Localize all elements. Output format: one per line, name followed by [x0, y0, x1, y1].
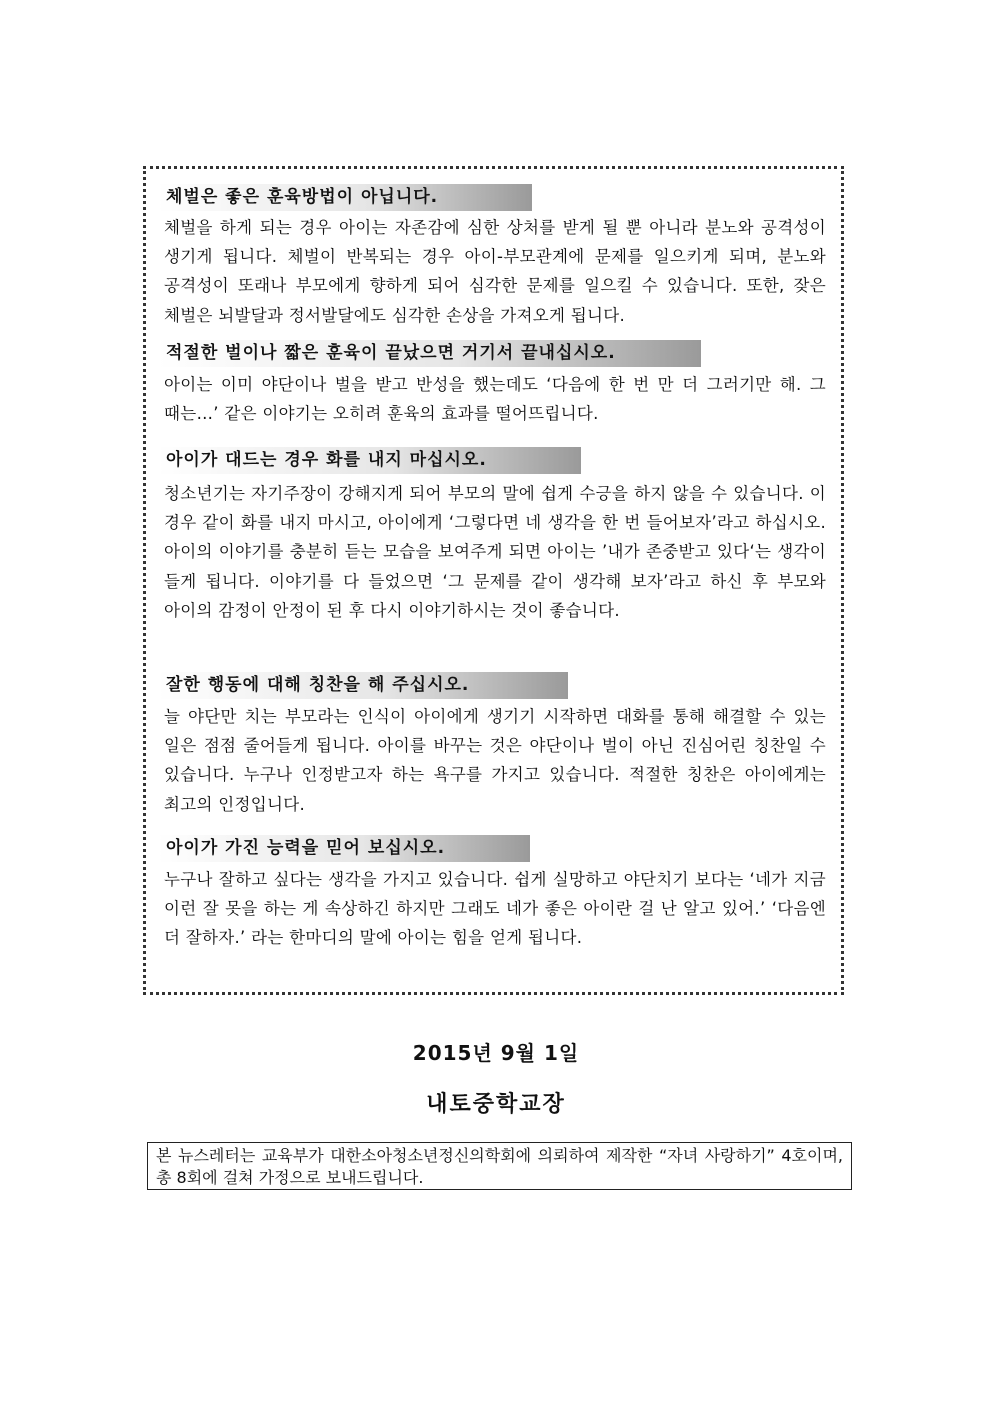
- tips-box: [143, 166, 844, 995]
- section-body-praise: 늘 야단만 치는 부모라는 인식이 아이에게 생기기 시작하면 대화를 통해 해결할 수 있는 일은 점점 줄어들게 됩니다. 아이를 바꾸는 것은 야단이나 벌이 아닌 진심어린 칭찬일 수 있습니다. 누구나 인정받고자 하는 욕구를 가지고 있습니다. 적절한 칭찬은 아이에게는 최고의 인정입니다.: [164, 707, 826, 814]
- section-body-end-discipline: 아이는 이미 야단이나 벌을 받고 반성을 했는데도 ‘다음에 한 번 만 더 그러기만 해. 그 때는…’ 같은 이야기는 오히려 훈육의 효과를 떨어뜨립니다.: [164, 375, 826, 424]
- signature-school-principal: 내토중학교장: [426, 1092, 566, 1117]
- newsletter-footnote: 본 뉴스레터는 교육부가 대한소아청소년정신의학회에 의뢰하여 제작한 “자녀 사랑하기” 4호이며, 총 8회에 걸쳐 가정으로 보내드립니다.: [147, 1142, 852, 1190]
- section-heading-corporal-punishment: 체벌은 좋은 훈육방법이 아닙니다.: [158, 184, 532, 211]
- section-body-talking-back: 청소년기는 자기주장이 강해지게 되어 부모의 말에 쉽게 수긍을 하지 않을 수 있습니다. 이 경우 같이 화를 내지 마시고, 아이에게 ‘그렇다면 네 생각을 한 번 들어보자’라고 하십시오. 아이의 이야기를 충분히 듣는 모습을 보여주게 되면 아이는 ’내가 존중받고 있다‘는 생각이 들게 됩니다. 이야기를 다 들었으면 ‘그 문제를 같이 생각해 보자’라고 하신 후 부모와 아이의 감정이 안정이 된 후 다시 이야기하시는 것이 좋습니다.: [164, 484, 826, 620]
- section-body-trust-ability: 누구나 잘하고 싶다는 생각을 가지고 있습니다. 쉽게 실망하고 야단치기 보다는 ‘네가 지금 이런 잘 못을 하는 게 속상하긴 하지만 그래도 네가 좋은 아이란 걸 난 알고 있어.’ ‘다음엔 더 잘하자.’ 라는 한마디의 말에 아이는 힘을 얻게 됩니다.: [164, 870, 826, 948]
- section-heading-end-discipline: 적절한 벌이나 짧은 훈육이 끝났으면 거기서 끝내십시오.: [158, 340, 701, 367]
- issue-date: 2015년 9월 1일: [412, 1041, 580, 1065]
- section-heading-trust-ability: 아이가 가진 능력을 믿어 보십시오.: [158, 835, 530, 862]
- section-heading-praise: 잘한 행동에 대해 칭찬을 해 주십시오.: [158, 672, 568, 699]
- section-heading-talking-back: 아이가 대드는 경우 화를 내지 마십시오.: [158, 447, 581, 474]
- section-body-corporal-punishment: 체벌을 하게 되는 경우 아이는 자존감에 심한 상처를 받게 될 뿐 아니라 분노와 공격성이 생기게 됩니다. 체벌이 반복되는 경우 아이-부모관계에 문제를 일으키게 되며, 분노와 공격성이 또래나 부모에게 향하게 되어 심각한 문제를 일으킬 수 있습니다. 또한, 잦은 체벌은 뇌발달과 정서발달에도 심각한 손상을 가져오게 됩니다.: [164, 218, 826, 325]
